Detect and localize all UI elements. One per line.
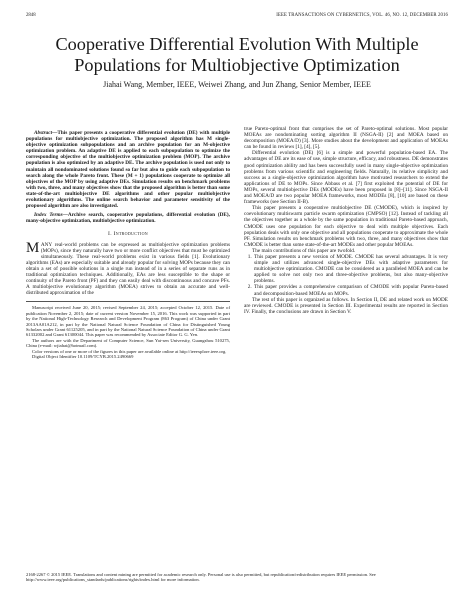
footnote-doi: Digital Object Identifier 10.1109/TCYB.2015.2490669 (32, 354, 134, 359)
footnote-manuscript: Manuscript received June 20, 2015; revised September 24, 2015; accepted October 12, 2015. Date of publication November 2, 2015; date of current version November 15, 2016. This work was supported in part by the National High-Technology Research and Development Program (863 Program) of China under Grant 2013AA01A212, in part by the National Natural Science Foundation of China for Distinguished Young Scholars under Grant 61125205, and in part by the National Natural Science Foundation of China under Grant 61332002 and Grant 61300044. This paper was recommended by Associate Editor G. G. Yen. (26, 305, 230, 338)
right-paragraph-4: The main contributions of this paper are twofold. (252, 247, 356, 254)
footnote-block (26, 301, 230, 359)
right-paragraph-1: true Pareto-optimal front that comprises the set of Pareto-optimal solutions. Most popular MOEAs are nondominating sorting algorithm II (NSGA-II) [2] and MOEA based on decomposition (MOEA/D) [3]. More studies about the development and application of MOEAs can be found in reviews [1], [4], [5]. (244, 126, 448, 151)
right-paragraph-5: The rest of this paper is organized as follows. In Section II, DE and related work on MODE are reviewed. CMODE is presented in Section III. Experimental results are reported in Section IV. Finally, the conclusions are drawn in Section V. (244, 296, 448, 315)
abstract-label: Abstract— (34, 130, 58, 136)
journal-name: IEEE TRANSACTIONS ON CYBERNETICS, VOL. 46, NO. 12, DECEMBER 2016 (276, 13, 448, 18)
right-column (244, 126, 448, 315)
intro-paragraph (26, 242, 230, 297)
abstract-text: This paper presents a cooperative differential evolution (DE) with multiple populations for multiobjective optimization. The proposed algorithm has M single-objective optimization subpopulations and an archive population for an M-objective optimization problem. An adaptive DE is applied to each subpopulation to optimize the corresponding objective of the multiobjective optimization problem (MOP). The archive population is also optimized by an adaptive DE. The archive population is used not only to maintain all nondominated solutions found so far but also to guide each subpopulation to search along the whole Pareto front. These (M + 1) populations cooperate to optimize all objectives of the MOP by using adaptive DEs. Simulation results on benchmark problems with two, three, and many objectives show that the proposed algorithm is better than some state-of-the-art multiobjective DE algorithms and other popular multiobjective evolutionary algorithms. The online search behavior and parameter sensitivity of the proposed algorithm are also investigated. (26, 130, 230, 210)
drop-cap: M (26, 240, 40, 256)
copyright-notice: 2168-2267 © 2015 IEEE. Translations and content mining are permitted for academic research only. Personal use is also permitted, but republication/redistribution requires IEEE permission. See http://www.ieee.org/publications_standards/publications/rights/index.html for more information. (26, 572, 376, 583)
running-header (26, 13, 448, 21)
section-heading-introduction: I. Introduction (108, 231, 148, 238)
right-paragraph-2: Differential evolution (DE) [6] is a simple and powerful population-based EA. The advantages of DE are its ease of use, simple structure, efficacy, and robustness. DE demonstrates good optimization ability and has been successfully used in many single-objective optimization problems from various scientific and engineering fields. Naturally, its relative simplicity and success as a single-objective optimization algorithm have motivated researchers to extend the applications of DE to MOPs. Since Abbass et al. [7] first exploited the potential of DE for MOPs, several multiobjective DEs (MODEs) have been proposed in [8]–[11]. Since NSGA-II and MOEA/D are two popular MOEA frameworks, most MODEs [8], [10] are based on these frameworks (see Section II-B). (244, 150, 448, 206)
left-column (26, 130, 230, 359)
intro-text: real-world problems can be expressed as multiobjective optimization problems (MOPs), since they naturally have two or more conflict objectives that must be optimized simultaneously. These real-world problems exist in various fields [1]. Evolutionary algorithms (EAs) are especially suitable and already popular for solving MOPs because they can obtain a set of possible solutions in a single run instead of in a series of separate runs as in traditional optimization techniques. Additionally, EAs are less susceptible to the shape or continuity of the Pareto front (PF) and they can easily deal with discontinuous and concave PFs. A multiobjective evolutionary algorithm (MOEA) strives to obtain an accurate and well-distributed approximation of the (26, 241, 231, 297)
contributions-list (244, 254, 448, 297)
footnote-color-versions: Color versions of one or more of the figures in this paper are available online at http://ieeexplore.ieee.org. (32, 348, 227, 354)
author-line: Jiahai Wang, Member, IEEE, Weiwei Zhang, and Jun Zhang, Senior Member, IEEE (103, 80, 371, 89)
right-paragraph-3: This paper presents a cooperative multiobjective DE (CMODE), which is inspired by coevolutionary multiswarm particle swarm optimization (CMPSO) [12]. Instead of tackling all the objectives together as a whole by the same population in traditional Pareto-based approach, CMODE uses one population for each objective to deal with multiple objectives. Each population deals with only one objective and all populations cooperate to approximate the whole PF. Simulation results on benchmark problems with two, three, and many objectives show that CMODE is better than some state-of-the-art MODEs and other popular MOEAs. (244, 205, 448, 248)
index-terms (26, 212, 230, 224)
footnote-affiliation: The authors are with the Department of Computer Science, Sun Yat-sen University, Guangzhou 510275, China (e-mail: wjiahai@hotmail.com). (26, 337, 230, 349)
page-number: 2848 (26, 13, 36, 18)
paper-title: Cooperative Differential Evolution With Multiple Populations for Multiobjective Optimization (55, 34, 419, 75)
index-terms-label: Index Terms— (34, 212, 68, 219)
contribution-item: 1. This paper presents a new version of MODE. CMODE has several advantages. It is very simple and utilizes advanced single-objective DEs with adaptive parameters for multiobjective optimization. CMODE can be considered as a paralleled MOEA and can be applied to solve not only two and three-objective problems, but also many-objective problems. (253, 254, 448, 284)
index-terms-text: Archive search, cooperative populations, differential evolution (DE), many-objective optimization, multiobjective optimization. (26, 212, 230, 225)
contribution-item: 2. This paper provides a comprehensive comparison of CMODE with popular Pareto-based and decomposition-based MOEAs on MOPs. (253, 284, 448, 296)
abstract (26, 130, 230, 209)
first-word: ANY (40, 241, 53, 248)
